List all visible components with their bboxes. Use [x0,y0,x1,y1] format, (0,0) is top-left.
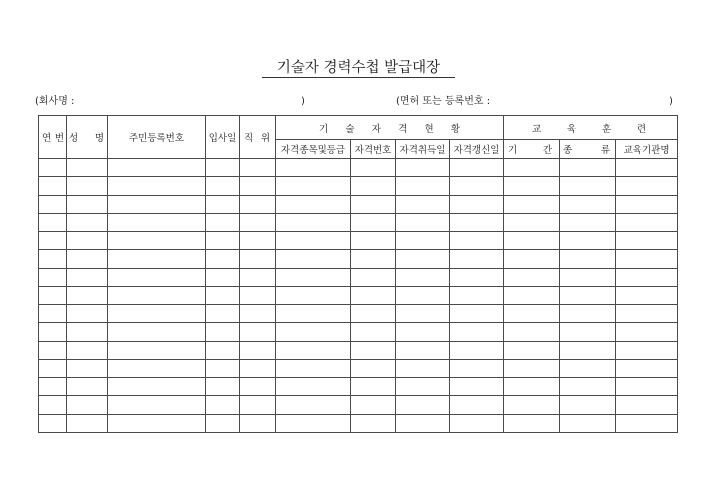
header-serial: 연 번 [39,116,67,159]
table-cell [108,414,206,432]
table-cell [450,378,504,396]
table-cell [240,250,276,268]
table-cell [67,268,108,286]
table-cell [276,195,351,213]
license-number-close: ) [669,96,673,107]
table-cell [276,268,351,286]
table-cell [504,177,560,195]
table-cell [67,250,108,268]
table-cell [108,159,206,177]
table-row [39,268,678,286]
table-cell [616,378,678,396]
table-cell [351,414,396,432]
table-cell [450,341,504,359]
table-row [39,159,678,177]
table-row [39,286,678,304]
register-body [39,159,678,433]
table-cell [396,396,450,414]
table-cell [108,323,206,341]
table-row [39,359,678,377]
table-cell [616,359,678,377]
table-cell [560,268,616,286]
table-cell [504,323,560,341]
table-cell [39,250,67,268]
table-cell [108,286,206,304]
table-row [39,195,678,213]
table-cell [504,396,560,414]
header-qualification-status: 기 술 자 격 현 황 [276,116,504,140]
table-cell [450,414,504,432]
table-cell [351,268,396,286]
table-cell [206,341,240,359]
table-cell [206,286,240,304]
table-cell [276,359,351,377]
table-cell [108,195,206,213]
company-name-close: ) [301,96,305,107]
table-cell [450,195,504,213]
table-row [39,414,678,432]
table-cell [396,195,450,213]
table-cell [450,250,504,268]
table-cell [450,305,504,323]
table-row [39,250,678,268]
table-cell [504,359,560,377]
table-cell [396,378,450,396]
table-cell [396,268,450,286]
header-hire-date: 입사일 [206,116,240,159]
table-cell [504,250,560,268]
table-cell [450,159,504,177]
table-cell [39,359,67,377]
table-cell [396,305,450,323]
table-cell [504,213,560,231]
table-cell [67,396,108,414]
table-cell [67,177,108,195]
table-row [39,177,678,195]
table-cell [276,232,351,250]
table-cell [504,159,560,177]
table-cell [276,286,351,304]
table-cell [108,177,206,195]
table-cell [396,341,450,359]
table-cell [206,414,240,432]
table-cell [504,286,560,304]
table-cell [108,268,206,286]
table-cell [396,159,450,177]
document-title: 기술자 경력수첩 발급대장 [262,59,455,78]
table-cell [39,232,67,250]
table-cell [67,213,108,231]
table-cell [67,195,108,213]
table-cell [39,286,67,304]
table-cell [450,359,504,377]
table-cell [39,213,67,231]
table-cell [560,213,616,231]
table-cell [206,268,240,286]
table-cell [276,305,351,323]
table-cell [39,414,67,432]
table-cell [560,250,616,268]
table-cell [276,250,351,268]
table-cell [504,268,560,286]
table-cell [39,378,67,396]
table-cell [240,286,276,304]
table-cell [560,378,616,396]
table-cell [240,159,276,177]
table-cell [351,159,396,177]
table-cell [39,396,67,414]
table-cell [276,341,351,359]
table-cell [108,341,206,359]
table-cell [206,396,240,414]
table-cell [240,305,276,323]
table-cell [616,232,678,250]
table-cell [240,341,276,359]
table-cell [108,305,206,323]
table-cell [616,177,678,195]
table-cell [240,268,276,286]
table-cell [616,213,678,231]
table-cell [351,305,396,323]
table-cell [206,213,240,231]
table-cell [276,177,351,195]
company-name-label: (회사명 : [35,96,75,107]
table-cell [616,341,678,359]
table-cell [396,323,450,341]
table-row [39,232,678,250]
header-training-type: 종 류 [560,140,616,159]
header-renewal-date: 자격갱신일 [450,140,504,159]
table-cell [276,323,351,341]
table-cell [560,286,616,304]
table-cell [240,378,276,396]
table-cell [560,159,616,177]
table-cell [351,396,396,414]
table-cell [351,359,396,377]
table-cell [276,378,351,396]
table-cell [560,341,616,359]
license-number-label: (면허 또는 등록번호 : [396,96,491,107]
header-training-period: 기 간 [504,140,560,159]
table-cell [67,323,108,341]
table-cell [351,250,396,268]
header-acquisition-date: 자격취득일 [396,140,450,159]
header-row-main [39,116,678,140]
table-row [39,213,678,231]
table-cell [206,305,240,323]
table-cell [108,232,206,250]
table-cell [616,268,678,286]
table-cell [616,305,678,323]
table-cell [351,323,396,341]
table-cell [67,341,108,359]
table-row [39,378,678,396]
table-cell [206,232,240,250]
table-cell [560,323,616,341]
header-resident-number: 주민등록번호 [108,116,206,159]
table-cell [450,286,504,304]
table-cell [39,195,67,213]
table-cell [504,414,560,432]
table-cell [396,286,450,304]
table-cell [351,177,396,195]
table-cell [39,268,67,286]
table-cell [351,213,396,231]
issuance-register-table [38,115,678,433]
header-qualification-type-grade: 자격종목및등급 [276,140,351,159]
table-cell [616,323,678,341]
table-cell [108,213,206,231]
table-cell [351,286,396,304]
table-cell [39,305,67,323]
table-cell [450,396,504,414]
table-cell [351,341,396,359]
table-cell [351,378,396,396]
table-cell [206,250,240,268]
table-cell [560,232,616,250]
table-cell [206,323,240,341]
table-cell [616,159,678,177]
table-cell [396,177,450,195]
table-cell [504,232,560,250]
table-cell [616,286,678,304]
table-cell [351,232,396,250]
table-cell [560,359,616,377]
table-cell [240,359,276,377]
table-cell [396,359,450,377]
table-cell [560,414,616,432]
table-cell [206,159,240,177]
table-cell [206,359,240,377]
table-cell [616,195,678,213]
table-cell [396,232,450,250]
table-cell [108,250,206,268]
table-cell [67,286,108,304]
table-cell [67,232,108,250]
table-cell [67,159,108,177]
table-cell [276,396,351,414]
table-cell [504,378,560,396]
table-cell [39,177,67,195]
table-cell [108,396,206,414]
table-cell [39,341,67,359]
table-cell [206,177,240,195]
header-training-institution: 교육기관명 [616,140,678,159]
table-cell [351,195,396,213]
table-cell [276,213,351,231]
table-cell [240,414,276,432]
table-cell [67,414,108,432]
table-cell [450,323,504,341]
table-cell [276,414,351,432]
table-cell [206,378,240,396]
table-cell [67,378,108,396]
table-cell [450,232,504,250]
table-cell [240,195,276,213]
table-cell [39,159,67,177]
table-cell [206,195,240,213]
table-cell [240,213,276,231]
table-cell [616,396,678,414]
table-cell [240,177,276,195]
table-row [39,341,678,359]
table-cell [450,213,504,231]
table-cell [396,414,450,432]
table-cell [67,359,108,377]
table-cell [560,177,616,195]
table-cell [450,268,504,286]
header-name: 성 명 [67,116,108,159]
table-cell [560,305,616,323]
table-cell [450,177,504,195]
table-cell [560,396,616,414]
table-row [39,323,678,341]
table-cell [67,305,108,323]
table-cell [616,250,678,268]
table-cell [240,323,276,341]
table-cell [396,250,450,268]
table-cell [504,341,560,359]
table-cell [108,378,206,396]
table-row [39,396,678,414]
table-cell [504,195,560,213]
table-row [39,305,678,323]
table-cell [240,396,276,414]
header-position: 직 위 [240,116,276,159]
table-cell [396,213,450,231]
table-cell [108,359,206,377]
header-qualification-number: 자격번호 [351,140,396,159]
table-cell [39,323,67,341]
table-cell [616,414,678,432]
header-education-training: 교 육 훈 련 [504,116,678,140]
table-cell [504,305,560,323]
table-cell [276,159,351,177]
table-cell [240,232,276,250]
table-cell [560,195,616,213]
